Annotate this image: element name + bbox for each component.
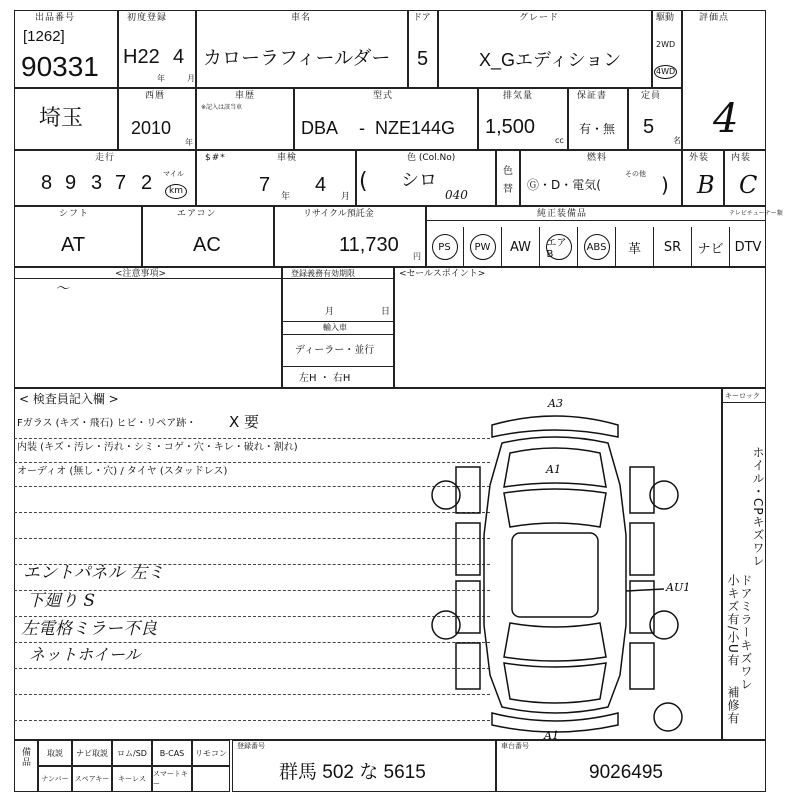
first-reg-cell xyxy=(118,10,196,88)
equipment-header-line xyxy=(426,220,766,221)
chassis-cell xyxy=(496,740,766,792)
color-label: 色 (Col.No) xyxy=(407,153,456,163)
registration-cell xyxy=(282,267,394,388)
displacement-cell xyxy=(478,88,568,150)
caution-label: <注意事項> xyxy=(115,269,167,279)
score-label: 評価点 xyxy=(699,13,730,23)
dashed-line xyxy=(14,668,490,669)
doc2-cell xyxy=(152,766,192,792)
damage-a1-bottom: A1 xyxy=(544,729,559,742)
color-value: シロ xyxy=(401,170,437,190)
mileage-digit: 7 xyxy=(115,172,127,194)
reg-line4 xyxy=(282,366,394,367)
option-dtv-cell xyxy=(730,227,766,267)
dashed-line xyxy=(14,642,490,643)
displacement-label: 排気量 xyxy=(503,91,534,101)
model-prefix: DBA xyxy=(301,118,339,138)
roof-outline xyxy=(512,533,598,617)
dashed-line xyxy=(14,462,490,463)
ownership-cell xyxy=(568,88,628,150)
int-label: 内装 xyxy=(731,153,752,163)
western-label: 西暦 xyxy=(145,91,166,101)
fuel-paren-close: ) xyxy=(661,173,669,197)
inspection-label: 車検 xyxy=(277,153,298,163)
doc2-cell xyxy=(72,766,112,792)
mileage-label: 走行 xyxy=(95,153,116,163)
option-pw-cell xyxy=(464,227,502,267)
color-paren: ( xyxy=(359,169,368,194)
bikin-label: 備品 xyxy=(20,747,30,767)
right-rear-fender xyxy=(630,643,654,689)
car-name: カローラフィールダー xyxy=(203,48,391,69)
ownership-value: 有・無 xyxy=(579,122,616,136)
doors-cell xyxy=(408,10,438,88)
displacement: 1,500 xyxy=(485,116,536,138)
region: 埼玉 xyxy=(39,105,84,130)
reg-line3 xyxy=(282,334,394,335)
mileage-digit: 2 xyxy=(141,172,153,194)
mileage-digit: 9 xyxy=(65,172,77,194)
rear-window-outline xyxy=(504,623,606,661)
inspector-title: < 検査員記入欄 > xyxy=(19,392,119,406)
lot-label: 出品番号 xyxy=(35,13,76,23)
dashed-line xyxy=(14,538,490,539)
doc-label: ロム/SD xyxy=(117,748,147,758)
model-label: 型式 xyxy=(373,91,394,101)
region-cell xyxy=(14,88,118,150)
ac-value: AC xyxy=(193,234,221,256)
doors-label: ドア xyxy=(413,13,431,23)
lot-cell xyxy=(14,10,118,88)
model-dash: - xyxy=(359,118,365,138)
spare-wheel xyxy=(654,703,682,731)
inspection-month-unit: 月 xyxy=(341,192,351,202)
left-door-front xyxy=(456,523,480,575)
option-abs-cell xyxy=(578,227,616,267)
first-reg-month: 4 xyxy=(173,46,185,68)
tuner-label: テレビチューナー類 xyxy=(729,210,783,217)
mileage-digit: 3 xyxy=(91,172,103,194)
doc-label: 取説 xyxy=(47,748,63,758)
doc2-label: キーレス xyxy=(118,775,146,783)
dealer-value: ディーラー・並行 xyxy=(295,345,375,356)
recycle-label: リサイクル預託金 xyxy=(303,209,374,219)
doc2-label: ナンバー xyxy=(41,775,69,783)
doc-label: ナビ取説 xyxy=(76,748,108,758)
damage-au1: AU1 xyxy=(666,581,691,594)
option-label: 革 xyxy=(627,241,641,257)
reg-label: 登録義務有効期限 xyxy=(291,269,355,278)
km-unit: km xyxy=(165,184,187,199)
doc-cell xyxy=(112,740,152,766)
score-value: 4 xyxy=(713,96,739,142)
inspection-year-unit: 年 xyxy=(281,192,291,202)
doc-cell xyxy=(192,740,230,766)
inspector-line1: Fガラス (キズ・飛石) ヒビ・リペア跡・ xyxy=(17,418,197,429)
handwritten-note-4: ネットホイール xyxy=(29,645,141,664)
score-cell xyxy=(682,10,766,150)
color-change-cell xyxy=(496,150,520,206)
recycle-cell xyxy=(274,206,426,267)
option-label: AW xyxy=(509,239,532,255)
plate-label: 登録番号 xyxy=(237,742,265,750)
keylock-line xyxy=(722,402,766,403)
option-ps-cell xyxy=(426,227,464,267)
doc2-cell xyxy=(112,766,152,792)
keylock-col-4: 補修有 xyxy=(726,686,740,725)
inspector-line3: オーディオ (無し・穴) / タイヤ (スタッドレス) xyxy=(17,466,228,477)
caution-line xyxy=(14,278,282,279)
doc2-cell xyxy=(38,766,72,792)
inspection-cell xyxy=(196,150,356,206)
first-reg-label: 初度登録 xyxy=(127,13,168,23)
drive-4wd: 4WD xyxy=(654,65,677,79)
bikin-cell xyxy=(14,740,38,792)
int-grade: C xyxy=(739,171,758,199)
handwritten-note-3: 左電格ミラー不良 xyxy=(21,619,157,639)
reg-line2 xyxy=(282,321,394,322)
ac-label: エアコン xyxy=(177,209,217,219)
dashed-line xyxy=(14,694,490,695)
keylock-label: キーロック xyxy=(725,392,760,400)
handle-value: 左H ・ 右H xyxy=(299,373,351,384)
doc-label: B-CAS xyxy=(159,748,185,758)
keylock-col-3: 小キズ有/小U有 xyxy=(726,574,740,667)
mile-unit: マイル xyxy=(163,170,184,178)
doc2-label: スマートキー xyxy=(153,770,188,788)
option--cell xyxy=(692,227,730,267)
inspector-line1-mark: X 要 xyxy=(229,413,260,431)
right-door-front xyxy=(630,523,654,575)
option-aw-cell xyxy=(502,227,540,267)
car-damage-diagram xyxy=(420,395,690,740)
western-year-cell xyxy=(118,88,196,150)
fuel-value: Ⓖ・D・電気( xyxy=(527,178,601,192)
ext-cell xyxy=(682,150,724,206)
option-sr-cell xyxy=(654,227,692,267)
left-rear-fender xyxy=(456,643,480,689)
option--cell xyxy=(616,227,654,267)
plate-cell xyxy=(232,740,496,792)
damage-a1-top: A1 xyxy=(546,463,561,476)
ext-label: 外装 xyxy=(689,153,710,163)
handwritten-note-2: 下廻り S xyxy=(27,591,96,611)
shift-value: AT xyxy=(61,234,86,256)
front-bumper-outline xyxy=(492,416,618,437)
doc-cell xyxy=(152,740,192,766)
doors-value: 5 xyxy=(417,48,429,70)
keylock-col-2: ドアミラーキズワレ xyxy=(739,574,753,691)
color-change-1: 色 xyxy=(503,166,513,177)
grade-cell xyxy=(438,10,652,88)
dashed-line xyxy=(14,616,490,617)
chassis-value: 9026495 xyxy=(589,762,663,783)
option-b-cell xyxy=(540,227,578,267)
plate-value: 群馬 502 な 5615 xyxy=(279,762,426,783)
capacity-unit: 名 xyxy=(673,136,681,145)
mileage-cell xyxy=(14,150,196,206)
history-label: 車歴 xyxy=(235,91,256,101)
history-note: ※記入は該当車 xyxy=(201,104,243,111)
ac-cell xyxy=(142,206,274,267)
inspector-line2: 内装 (キズ・汚レ・汚れ・シミ・コゲ・穴・キレ・破れ・割れ) xyxy=(17,442,298,453)
option-label: PS xyxy=(432,234,458,260)
fuel-label: 燃料 xyxy=(587,153,608,163)
color-cell xyxy=(356,150,496,206)
recycle-value: 11,730 xyxy=(339,234,399,256)
caution-cell xyxy=(14,267,282,388)
int-cell xyxy=(724,150,766,206)
capacity-value: 5 xyxy=(643,116,655,138)
capacity-label: 定員 xyxy=(641,91,662,101)
option-label: ナビ xyxy=(697,241,724,257)
grade-value: X_Gエディション xyxy=(479,50,622,70)
windshield-outline xyxy=(504,489,606,527)
handwritten-note-1: エントパネル 左ミ xyxy=(23,563,165,583)
dashed-line xyxy=(14,486,490,487)
inspection-month: 4 xyxy=(315,174,327,196)
doc-label: リモコン xyxy=(195,748,227,758)
doc2-blank-cell xyxy=(192,766,230,792)
equipment-label: 純正装備品 xyxy=(537,209,588,219)
western-year: 2010 xyxy=(131,118,172,138)
dashed-line xyxy=(14,438,490,439)
sales-cell xyxy=(394,267,766,388)
model-code: NZE144G xyxy=(375,118,456,138)
sales-label: <セールスポイント> xyxy=(399,269,486,279)
lot-sub: [1262] xyxy=(23,28,65,45)
lot-number: 90331 xyxy=(21,51,99,82)
option-label: エアB xyxy=(546,234,572,260)
history-cell xyxy=(196,88,294,150)
ownership-label: 保証書 xyxy=(577,91,608,101)
drive-label: 駆動 xyxy=(656,13,675,23)
keylock-col-1: ホイル・CPキズワレ xyxy=(751,446,765,568)
cc-unit: cc xyxy=(555,136,564,145)
reg-line1 xyxy=(282,278,394,279)
color-change-2: 替 xyxy=(503,184,513,195)
dashed-line xyxy=(14,564,490,565)
damage-a3: A3 xyxy=(548,397,563,410)
drive-2wd: 2WD xyxy=(656,40,676,49)
dashed-line xyxy=(14,590,490,591)
dashed-line xyxy=(14,512,490,513)
model-cell xyxy=(294,88,478,150)
drive-cell xyxy=(652,10,682,88)
first-reg-era: H22 xyxy=(123,46,160,68)
mileage-digit: 8 xyxy=(41,172,53,194)
color-number: 040 xyxy=(445,188,468,202)
reg-month: 月 xyxy=(325,307,335,317)
import-label: 輸入車 xyxy=(323,323,347,332)
ext-grade: B xyxy=(697,171,715,199)
option-label: ABS xyxy=(584,234,610,260)
caution-mark: 〜 xyxy=(55,281,69,297)
doc2-label: スペアキー xyxy=(74,775,110,783)
shift-label: シフト xyxy=(59,209,90,219)
trunk-outline xyxy=(504,663,606,703)
reg-day: 日 xyxy=(381,307,391,317)
inspection-year: 7 xyxy=(259,174,271,196)
western-year-unit: 年 xyxy=(185,138,193,147)
grade-label: グレード xyxy=(519,13,560,23)
yen-unit: 円 xyxy=(413,252,421,261)
car-name-label: 車名 xyxy=(291,13,312,23)
shift-cell xyxy=(14,206,142,267)
car-name-cell xyxy=(196,10,408,88)
dashed-line xyxy=(14,720,490,721)
year-unit: 年 xyxy=(157,74,165,83)
fuel-other: その他 xyxy=(625,170,646,178)
capacity-cell xyxy=(628,88,682,150)
sh-label: $#* xyxy=(205,153,226,163)
option-label: DTV xyxy=(734,239,762,255)
doc-cell xyxy=(72,740,112,766)
chassis-label: 車台番号 xyxy=(501,742,529,750)
month-unit: 月 xyxy=(187,74,195,83)
option-label: PW xyxy=(470,234,496,260)
damage-leader-line xyxy=(626,589,664,591)
doc-cell xyxy=(38,740,72,766)
option-label: SR xyxy=(663,239,682,255)
fuel-cell xyxy=(520,150,682,206)
